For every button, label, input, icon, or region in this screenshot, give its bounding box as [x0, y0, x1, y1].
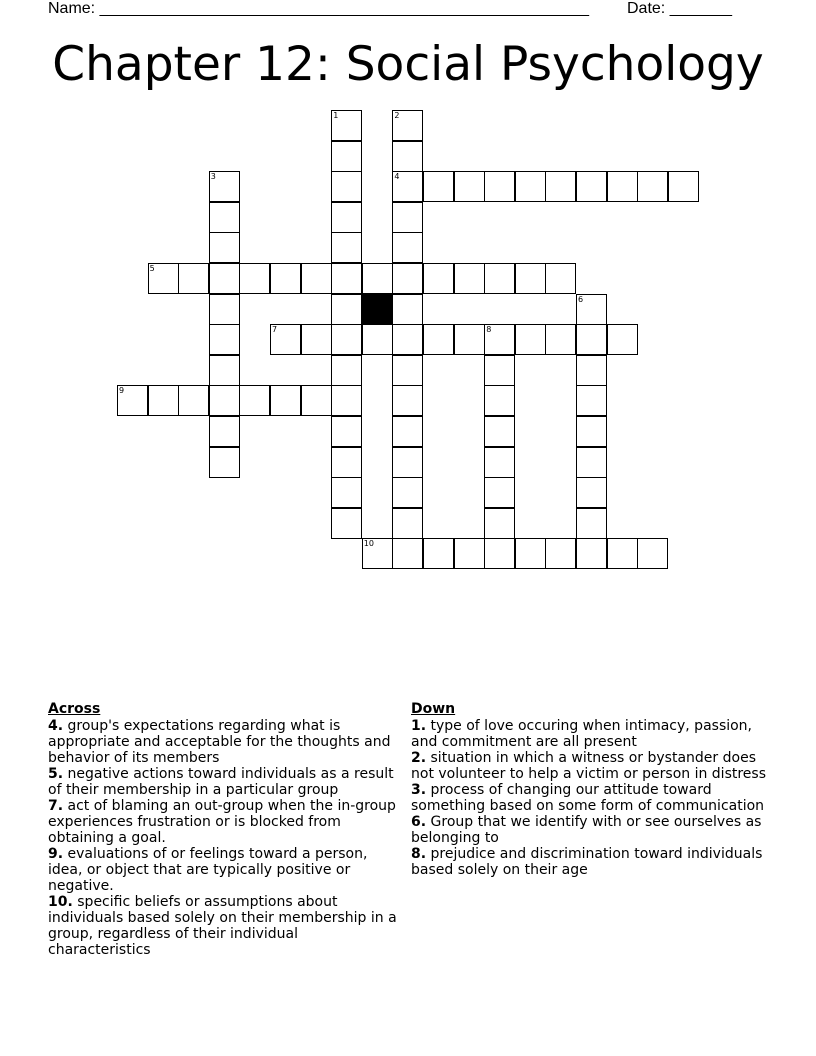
clue-down	[411, 846, 771, 878]
grid-cell[interactable]	[576, 171, 607, 202]
grid-cell[interactable]	[209, 416, 240, 447]
grid-cell[interactable]	[362, 263, 393, 294]
grid-cell[interactable]	[392, 324, 423, 355]
clue-number: 2.	[411, 750, 427, 766]
clue-down	[411, 750, 771, 782]
grid-cell[interactable]	[331, 202, 362, 233]
grid-cell[interactable]	[331, 324, 362, 355]
grid-cell[interactable]	[178, 385, 209, 416]
grid-cell[interactable]	[392, 110, 423, 141]
across-clues	[48, 701, 403, 958]
date-field[interactable]: Date: _______	[627, 0, 732, 17]
cell-number: 5	[149, 264, 155, 273]
clue-text: specific beliefs or assumptions about individuals based solely on their membership in a group, regardless of their individual characteristics	[48, 894, 397, 958]
grid-cell[interactable]	[270, 385, 301, 416]
grid-cell[interactable]	[331, 294, 362, 325]
clue-text: evaluations of or feelings toward a person, idea, or object that are typically positive or negative.	[48, 846, 368, 894]
grid-cell[interactable]	[484, 538, 515, 569]
grid-cell[interactable]	[545, 263, 576, 294]
cell-number: 2	[394, 111, 400, 120]
clue-text: Group that we identify with or see ourselves as belonging to	[411, 814, 762, 846]
grid-cell[interactable]	[576, 294, 607, 325]
clue-down	[411, 718, 771, 750]
grid-cell[interactable]	[331, 171, 362, 202]
cell-number: 1	[333, 111, 339, 120]
grid-cell[interactable]	[331, 110, 362, 141]
down-clues	[411, 701, 771, 878]
grid-cell[interactable]	[301, 263, 332, 294]
grid-cell[interactable]	[178, 263, 209, 294]
clue-across	[48, 846, 403, 894]
grid-cell[interactable]	[392, 477, 423, 508]
cell-number: 8	[486, 325, 492, 335]
grid-cell[interactable]	[454, 538, 485, 569]
clue-down	[411, 814, 771, 846]
grid-cell[interactable]	[209, 232, 240, 263]
grid-cell[interactable]	[484, 171, 515, 202]
grid-cell[interactable]	[515, 324, 546, 355]
grid-cell[interactable]	[209, 171, 240, 202]
clue-number: 10.	[48, 894, 73, 910]
clue-across	[48, 766, 403, 798]
grid-cell[interactable]	[484, 385, 515, 416]
down-heading: Down	[411, 701, 456, 717]
clue-text: act of blaming an out-group when the in-group experiences frustration or is blocked from obtaining a goal.	[48, 798, 396, 846]
clue-across	[48, 798, 403, 846]
grid-cell[interactable]	[392, 202, 423, 233]
grid-cell[interactable]	[301, 324, 332, 355]
grid-cell[interactable]	[637, 538, 668, 569]
grid-cell[interactable]	[576, 355, 607, 386]
grid-cell[interactable]	[515, 171, 546, 202]
clue-text: process of changing our attitude toward something based on some form of communication	[411, 782, 765, 814]
grid-cell[interactable]	[392, 294, 423, 325]
grid-cell[interactable]	[270, 324, 301, 355]
grid-cell[interactable]	[668, 171, 699, 202]
grid-cell[interactable]	[576, 447, 607, 478]
clue-text: situation in which a witness or bystander does not volunteer to help a victim or person in distress	[411, 750, 767, 782]
clue-down	[411, 782, 771, 814]
grid-cell[interactable]	[454, 324, 485, 355]
grid-cell[interactable]	[331, 447, 362, 478]
clue-across	[48, 894, 403, 958]
clue-number: 9.	[48, 846, 64, 862]
grid-cell[interactable]	[392, 171, 423, 202]
grid-cell[interactable]	[331, 385, 362, 416]
grid-cell[interactable]	[392, 508, 423, 539]
grid-cell[interactable]	[331, 508, 362, 539]
grid-cell[interactable]	[239, 385, 270, 416]
grid-cell[interactable]	[331, 416, 362, 447]
grid-cell[interactable]	[392, 355, 423, 386]
grid-cell[interactable]	[392, 538, 423, 569]
grid-cell[interactable]	[545, 171, 576, 202]
grid-cell[interactable]	[423, 263, 454, 294]
grid-cell[interactable]	[515, 263, 546, 294]
grid-cell[interactable]	[392, 232, 423, 263]
grid-cell[interactable]	[454, 171, 485, 202]
grid-cell[interactable]	[331, 355, 362, 386]
grid-cell[interactable]	[209, 447, 240, 478]
grid-cell[interactable]	[209, 263, 240, 294]
grid-cell[interactable]	[484, 355, 515, 386]
grid-cell[interactable]	[576, 385, 607, 416]
grid-cell[interactable]	[209, 355, 240, 386]
grid-cell[interactable]	[423, 171, 454, 202]
cell-number: 4	[394, 172, 400, 182]
grid-cell[interactable]	[637, 171, 668, 202]
clue-number: 1.	[411, 718, 427, 734]
grid-cell[interactable]	[576, 416, 607, 447]
grid-cell[interactable]	[607, 538, 638, 569]
grid-cell[interactable]	[209, 294, 240, 325]
clue-number: 5.	[48, 766, 64, 782]
grid-cell[interactable]	[545, 538, 576, 569]
grid-cell[interactable]	[392, 447, 423, 478]
grid-cell[interactable]	[301, 385, 332, 416]
grid-cell[interactable]	[423, 324, 454, 355]
cell-number: 7	[272, 325, 278, 335]
grid-cell[interactable]	[148, 385, 179, 416]
grid-cell[interactable]	[331, 141, 362, 172]
grid-cell[interactable]	[148, 263, 179, 294]
cell-number: 6	[578, 294, 584, 304]
grid-cell[interactable]	[454, 263, 485, 294]
page-title: Chapter 12: Social Psychology	[52, 37, 764, 92]
clue-text: negative actions toward individuals as a result of their membership in a particular group	[48, 766, 394, 798]
blocked-cell	[362, 294, 393, 325]
grid-cell[interactable]	[515, 538, 546, 569]
cell-number: 9	[119, 386, 125, 396]
grid-cell[interactable]	[117, 385, 148, 416]
clue-number: 7.	[48, 798, 64, 814]
grid-cell[interactable]	[484, 324, 515, 355]
grid-cell[interactable]	[545, 324, 576, 355]
grid-cell[interactable]	[331, 263, 362, 294]
grid-cell[interactable]	[576, 324, 607, 355]
grid-cell[interactable]	[484, 447, 515, 478]
cell-number: 3	[210, 172, 216, 182]
name-field[interactable]: Name: _______________________________________________________	[48, 0, 589, 17]
grid-cell[interactable]	[607, 171, 638, 202]
clue-text: group's expectations regarding what is appropriate and acceptable for the thoughts and behavior of its members	[48, 718, 391, 766]
grid-cell[interactable]	[576, 477, 607, 508]
clue-number: 8.	[411, 846, 427, 862]
across-heading: Across	[48, 701, 101, 717]
grid-cell[interactable]	[239, 263, 270, 294]
grid-cell[interactable]	[484, 263, 515, 294]
grid-cell[interactable]	[484, 508, 515, 539]
grid-cell[interactable]	[484, 416, 515, 447]
grid-cell[interactable]	[392, 385, 423, 416]
grid-cell[interactable]	[607, 324, 638, 355]
clue-number: 6.	[411, 814, 427, 830]
grid-cell[interactable]	[331, 232, 362, 263]
grid-cell[interactable]	[576, 538, 607, 569]
clue-number: 4.	[48, 718, 64, 734]
grid-cell[interactable]	[209, 385, 240, 416]
clue-number: 3.	[411, 782, 427, 798]
grid-cell[interactable]	[392, 141, 423, 172]
grid-cell[interactable]	[392, 416, 423, 447]
grid-cell[interactable]	[423, 538, 454, 569]
clue-across	[48, 718, 403, 766]
grid-cell[interactable]	[331, 477, 362, 508]
grid-cell[interactable]	[362, 538, 393, 569]
clue-text: prejudice and discrimination toward individuals based solely on their age	[411, 846, 763, 878]
grid-cell[interactable]	[362, 324, 393, 355]
grid-cell[interactable]	[392, 263, 423, 294]
grid-cell[interactable]	[270, 263, 301, 294]
clue-text: type of love occuring when intimacy, passion, and commitment are all present	[411, 718, 753, 750]
grid-cell[interactable]	[209, 202, 240, 233]
grid-cell[interactable]	[576, 508, 607, 539]
grid-cell[interactable]	[209, 324, 240, 355]
grid-cell[interactable]	[484, 477, 515, 508]
cell-number: 10	[363, 539, 374, 549]
